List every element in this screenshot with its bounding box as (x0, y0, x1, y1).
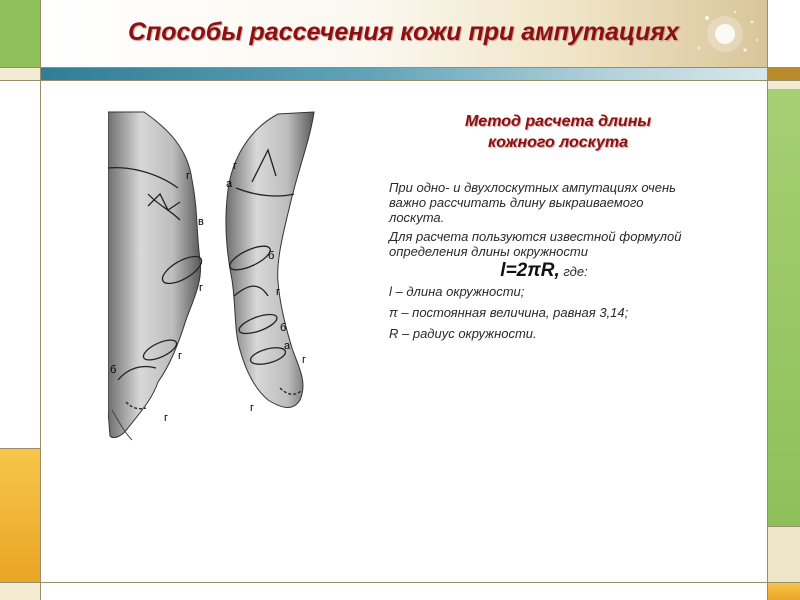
formula-main: l=2πR, (500, 260, 560, 281)
figure-label: б (268, 250, 275, 262)
figure-label: г (302, 354, 307, 366)
legend-item: l – длина окружности; (389, 284, 525, 299)
decor-block-orange (0, 448, 40, 582)
figure-label: б (110, 364, 117, 376)
footer-bar (40, 582, 767, 600)
decor-block-white (0, 80, 40, 448)
divider-left (40, 0, 41, 600)
paragraph-1: При одно- и двухлоскутных ампутациях очень важно рассчитать длину выкраиваемого лоскута. (389, 180, 676, 225)
legend-item: π – постоянная величина, равная 3,14; (389, 305, 629, 320)
figure-label: г (250, 402, 255, 414)
body-text (389, 180, 729, 345)
method-title-line2: кожного лоскута (488, 134, 628, 151)
divider-top (0, 67, 800, 68)
left-arm-drawing (108, 112, 206, 440)
figure-label: г (199, 282, 204, 294)
method-title (410, 111, 706, 153)
figure-label: в (198, 216, 204, 228)
decor-block-green-right (768, 80, 800, 526)
decor-block-cream-bottom (0, 582, 40, 600)
figure-label: а (284, 340, 291, 352)
divider-bar (0, 80, 800, 81)
decor-block-orange-right (768, 582, 800, 600)
divider-right-block (768, 526, 800, 527)
figure-label: г (276, 286, 281, 298)
figure-label: б (280, 322, 287, 334)
arm-amputation-figure (108, 110, 320, 444)
figure-label: г (164, 412, 169, 424)
legend-item: R – радиус окружности. (389, 326, 537, 341)
figure-label: г (186, 170, 191, 182)
decor-block-brown (768, 67, 800, 80)
figure-label: а (226, 178, 233, 190)
divider-right (767, 0, 768, 600)
formula-suffix: где: (563, 264, 588, 279)
figure-label: г (178, 350, 183, 362)
divider-bottom (0, 582, 800, 583)
paragraph-2: Для расчета пользуются известной формулой определения длины окружности (389, 229, 682, 259)
formula (379, 260, 709, 281)
header-bar (40, 68, 767, 80)
divider-orange (0, 448, 40, 449)
figure-label: г (233, 160, 238, 172)
method-title-line1: Метод расчета длины (464, 113, 652, 130)
decor-block-cream (0, 67, 40, 80)
decor-block-white-right (768, 0, 800, 67)
decor-block-tan-bottom (768, 526, 800, 582)
slide-title: Способы рассечения кожи при ампутациях (127, 18, 680, 46)
decor-block-green (0, 0, 40, 67)
